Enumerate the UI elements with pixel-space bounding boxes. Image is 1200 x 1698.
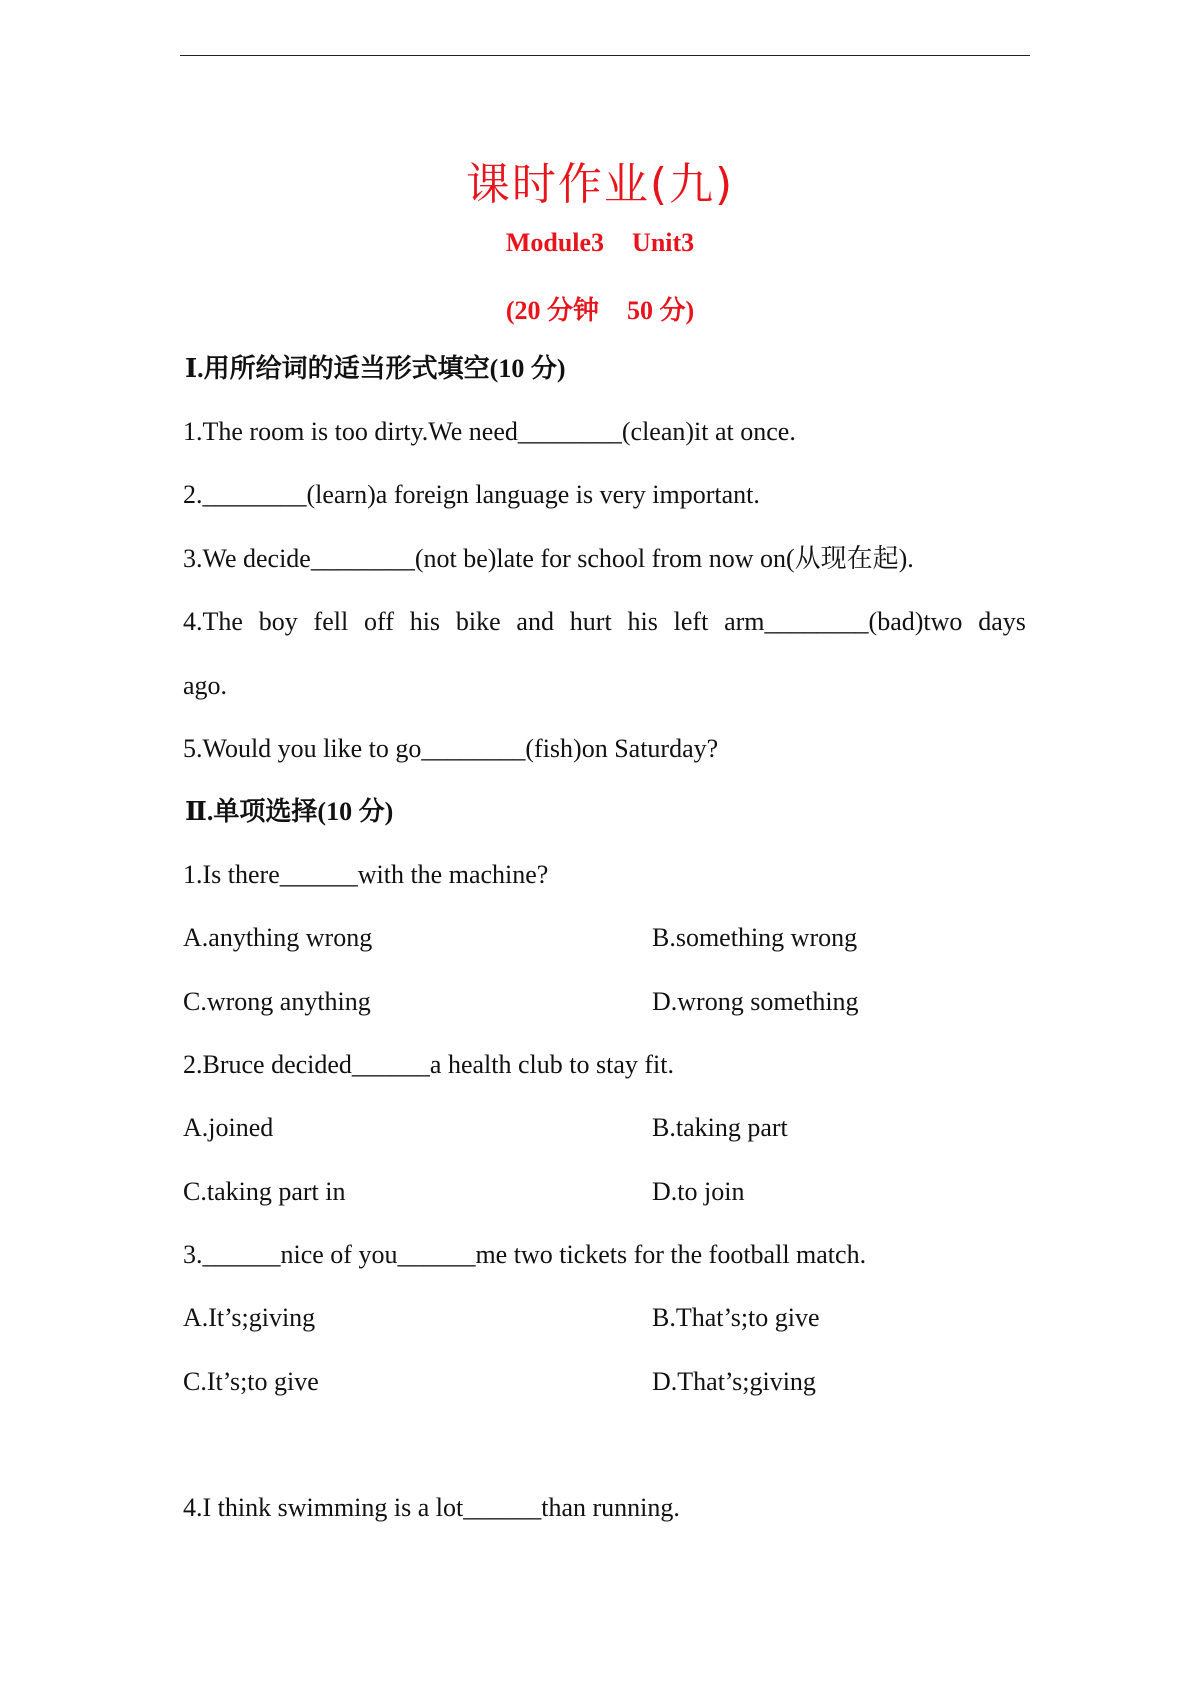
choice-question-2-stem: 2.Bruce decided______a health club to stay fit.: [183, 1050, 674, 1079]
fill-question-2: 2.________(learn)a foreign language is very important.: [183, 480, 760, 509]
subtitle-module: Module3: [505, 228, 605, 257]
page-title: 课时作业(九): [465, 159, 735, 210]
choice-q3-option-c: C.It’s;to give: [183, 1367, 319, 1396]
choice-q1-option-d: D.wrong something: [652, 987, 859, 1016]
fill-question-5: 5.Would you like to go________(fish)on Saturday?: [183, 734, 719, 763]
q4-word: bike: [455, 607, 501, 636]
q4-word: off: [364, 607, 394, 636]
q4-word: days: [978, 607, 1026, 636]
choice-question-1-stem: 1.Is there______with the machine?: [183, 860, 549, 889]
q4-word: 4.The: [183, 607, 243, 636]
fill-question-4: [183, 605, 1026, 639]
section-1-heading: Ⅰ.用所给词的适当形式填空(10 分): [185, 354, 566, 383]
choice-q2-option-c: C.taking part in: [183, 1177, 346, 1206]
choice-q1-option-c: C.wrong anything: [183, 987, 371, 1016]
choice-q1-option-b: B.something wrong: [652, 923, 858, 952]
section-2-heading: Ⅱ.单项选择(10 分): [185, 797, 394, 826]
choice-q3-option-d: D.That’s;giving: [652, 1367, 816, 1396]
q4-word: arm________(bad)two: [724, 607, 963, 636]
q4-word: hurt: [569, 607, 612, 636]
q4-word: boy: [258, 607, 298, 636]
header-rule: [180, 55, 1030, 56]
q4-word: and: [516, 607, 554, 636]
choice-q2-option-b: B.taking part: [652, 1113, 788, 1142]
subtitle-unit: Unit3: [632, 228, 695, 257]
choice-q3-option-b: B.That’s;to give: [652, 1303, 820, 1332]
choice-q1-option-a: A.anything wrong: [183, 923, 373, 952]
fill-question-1: 1.The room is too dirty.We need________(clean)it at once.: [183, 417, 796, 446]
q4-word: his: [409, 607, 441, 636]
choice-question-4-stem: 4.I think swimming is a lot______than running.: [183, 1493, 680, 1522]
fill-question-3: 3.We decide________(not be)late for school from now on(从现在起).: [183, 544, 914, 573]
subtitle-time-score: [0, 290, 1200, 327]
fill-question-4-continued: ago.: [183, 671, 228, 700]
choice-q2-option-d: D.to join: [652, 1177, 745, 1206]
q4-word: his: [627, 607, 658, 636]
choice-q2-option-a: A.joined: [183, 1113, 274, 1142]
q4-word: fell: [313, 607, 349, 636]
choice-q3-option-a: A.It’s;giving: [183, 1303, 316, 1332]
subtitle-score: 50 分): [627, 296, 695, 325]
subtitle-time: (20 分钟: [505, 296, 599, 325]
q4-word: left: [673, 607, 709, 636]
choice-question-3-stem: 3.______nice of you______me two tickets for the football match.: [183, 1240, 867, 1269]
subtitle-module-unit: [0, 228, 1200, 258]
